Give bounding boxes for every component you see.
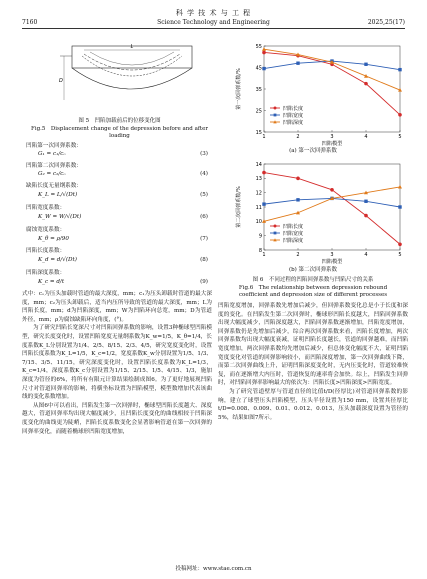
eq8-label: 凹陷长度系数： <box>26 248 66 254</box>
fig6b-point-1-4 <box>398 205 401 208</box>
fig6b-ytick-label-1: 9 <box>258 233 262 240</box>
left-paragraph-3: 从图6中可以看出，凹陷发生第一次回弹时，椭球型凹陷长度越大、深度越大，管道回弹率均出现大幅度减少，且凹陷长度变化的曲线相较于凹陷深度变化的曲线更为陡峭，凹陷长度系数变化会显著影响管道在第一次回弹的回弹率变化，而随着椭球形凹陷宽度增加， <box>22 402 212 435</box>
fig6a-ylabel: 第一次回弹系数/% <box>236 68 242 110</box>
eq6 <box>26 214 208 223</box>
fig5-caption-en: Fig.5 Displacement change of the depression before and after loading <box>31 126 208 139</box>
fig6-caption-en-2: coefficient and depression size of different processes <box>238 292 388 298</box>
fig6a-series-line-2 <box>264 49 400 90</box>
eq5-label: 缺陷长度无量纲系数： <box>26 183 82 189</box>
fig6b-xtick-label-1: 2 <box>296 252 300 258</box>
fig6a-xtick-label-0: 1 <box>262 134 266 140</box>
eq4 <box>26 171 208 180</box>
eq4-number: (4) <box>200 171 208 177</box>
fig6a-chart <box>218 40 408 152</box>
fig5-depression-loaded <box>90 52 174 65</box>
eq5-formula: K_L = L/√(Dt) <box>38 192 78 198</box>
eq9-label: 凹陷深度系数： <box>26 270 66 276</box>
fig6b-legend-marker-1 <box>274 232 277 235</box>
fig6a-ytick-label-1: 25 <box>255 108 262 115</box>
eq8-formula: K_d = d/√(Dt) <box>38 257 77 263</box>
fig6b-legend-label-2: 凹陷深度 <box>283 237 304 244</box>
fig6b-ytick-label-5: 13 <box>255 176 262 183</box>
fig6b-legend-marker-0 <box>274 225 277 228</box>
fig6b-point-1-1 <box>296 198 299 201</box>
eq9 <box>26 279 208 288</box>
fig6b-ytick-label-3: 11 <box>255 204 262 211</box>
eq8 <box>26 257 208 266</box>
fig6b-ytick-label-2: 10 <box>255 219 262 226</box>
fig5-depression-before <box>82 56 182 76</box>
eq7-number: (7) <box>200 236 208 242</box>
eq3-formula: G₁ = c₁/cₒ <box>38 151 66 157</box>
fig6a-legend-marker-1 <box>274 114 277 117</box>
eq6-label: 凹陷宽度系数： <box>26 205 66 211</box>
fig5-caption-cn: 图 5 凹陷加载前后的位移变化图 <box>78 118 161 124</box>
fig6a-legend-label-0: 凹陷长度 <box>283 105 304 112</box>
fig6a-xtick-label-2: 3 <box>330 134 334 140</box>
fig6b-point-0-3 <box>364 214 368 218</box>
fig6b-xlabel: 凹陷模型 <box>321 259 343 265</box>
fig6b-point-0-2 <box>330 188 334 192</box>
right-column-text <box>218 302 408 422</box>
eq3-label: 凹陷第一次回弹系数： <box>26 143 82 149</box>
fig6b-legend-label-0: 凹陷长度 <box>283 223 304 230</box>
eq7 <box>26 236 208 245</box>
fig6b-point-1-3 <box>364 200 367 203</box>
eq4-formula: G₂ = c₂/cₒ <box>38 171 66 177</box>
fig6a-point-1-1 <box>296 62 299 65</box>
eq6-number: (6) <box>200 214 208 220</box>
eq5-number: (5) <box>200 192 208 198</box>
fig6a-ytick-label-3: 45 <box>255 65 262 72</box>
fig6b-xtick-label-3: 4 <box>364 252 368 258</box>
eq6-formula: K_W = W/√(Dt) <box>38 214 82 220</box>
fig6b-ytick-label-4: 12 <box>255 190 262 197</box>
page-number: 7160 <box>22 19 38 26</box>
fig6b-xtick-label-2: 3 <box>330 252 334 258</box>
fig5-length-label: L <box>130 44 134 50</box>
eq8-number: (8) <box>200 257 208 263</box>
fig6-caption-en-1: Fig.6 The relationship between depression rebound <box>238 285 388 291</box>
eq3 <box>26 151 208 160</box>
fig6b-series-line-2 <box>264 187 400 221</box>
fig6b-point-2-4 <box>398 185 402 189</box>
fig6b-subcaption: (b) 第二次回弹系数 <box>288 267 338 273</box>
fig6b-point-0-1 <box>296 177 300 181</box>
eq9-formula: K_c = d/t <box>38 279 65 285</box>
fig6a-ytick-label-0: 15 <box>255 129 262 136</box>
fig6b-chart <box>218 158 408 270</box>
left-paragraph-1: 式中：cₒ为压头加载时管道的最大深度，mm；c₁为压头卸载时管道的最大深度，mm；c₂为压头卸载后，适当内压所导致的管道的最大深度，mm；L为凹陷长度，mm；d为凹陷深度，mm；W为凹陷环向总宽，mm；D为管道外径，mm；ρ为腐蚀缺陷环向角度，(°)。 <box>22 291 212 323</box>
fig6a-legend-label-2: 凹陷深度 <box>283 119 304 126</box>
fig6b-point-1-0 <box>262 202 265 205</box>
fig6a-point-1-3 <box>364 63 367 66</box>
eq7-formula: K_θ = ρ/90 <box>38 236 69 242</box>
fig6a-ytick-label-4: 55 <box>255 43 262 50</box>
fig6a-point-1-4 <box>398 68 401 71</box>
fig6b-ytick-label-6: 14 <box>255 161 262 168</box>
fig6a-xtick-label-1: 2 <box>296 134 300 140</box>
fig6a-point-0-4 <box>398 113 402 117</box>
journal-title-cn: 科 学 技 术 与 工 程 <box>175 9 252 17</box>
left-paragraph-2: 为了研究凹陷长宽深尺寸对凹陷回弹系数的影响，设置3种椭球型凹陷模型，研究长度变化时，设置凹陷宽度无量纲系数为K_w=1/5，K_θ=1/4，长度系数K_L分别设置为1/4、2/5、8/15、2/3、4/5，研究宽度变化时，设置凹陷长度系数为K_L=1/5，K_c=1/2，宽度系数K_w分别设置为1/5、1/3、7/15、3/5、11/15，研究深度变化时，设置凹陷长度系数为K_L=1/3，K_c=1/4，深度系数K_c分别设置为1/15、2/15、1/5、4/15、1/3，施加深度为管径的6%，将所有有限元计算结果绘制成图6。为了更好地展现凹陷尺寸对管道回弹率的影响，将横坐标设置为凹陷模型，模型数增加代表该曲线的变化系数增加。 <box>22 325 212 401</box>
fig6b-point-0-0 <box>262 171 266 175</box>
fig6a-ytick-label-2: 35 <box>255 86 262 93</box>
fig6b-xtick-label-0: 1 <box>262 252 266 258</box>
fig6b-ylabel: 第二次回弹系数/% <box>236 186 242 228</box>
eq9-number: (9) <box>200 279 208 285</box>
eq3-number: (3) <box>200 151 208 157</box>
left-column-text <box>22 290 212 436</box>
fig5-pipe-bottom <box>72 68 192 89</box>
right-paragraph-1: 凹陷宽度增加，回弹系数先增加后减少，但回弹系数变化总是小于长度和深度的变化。在凹陷发生第二次回弹时，椭球形凹陷长度越大，凹陷回弹系数出现大幅度减少，凹陷深度越大，凹陷回弹系数逐渐增加，凹陷宽度增加，回弹系数仍是先增加后减少，综合两次回弹系数来看，凹陷长度增加，两次回弹系数均出现大幅度衰减，证明凹陷长度越长，管道的回弹越难，而凹陷宽度增加，两次回弹系数均先增加后减少，但总体变化幅度不大，证明凹陷宽度变化对管道的回弹影响较小，而凹陷深度增加，第一次回弹曲线下降，而第二次回弹曲线上升，证明凹陷深度变化时，无内压变化时，管道较难恢复，而在逐渐增大内压时，管道恢复的速率将会加快。综上，凹陷发生回弹时，对凹陷回弹率影响最大的依次为：凹陷长度>凹陷深度>凹陷宽度。 <box>218 303 408 387</box>
fig6a-xlabel: 凹陷模型 <box>321 141 343 147</box>
fig6a-point-2-0 <box>262 47 266 51</box>
footer-url: 投稿网址：www.stae.com.cn <box>175 566 252 572</box>
fig6a-point-0-3 <box>364 82 368 86</box>
right-paragraph-2: 为了研究管道壁厚与管道直径的比值t/D(径厚比)对管道回弹系数的影响，建立了球型压头凹陷模型，压头半径设置为150 mm，设置其径厚比t/D=0.008、0.009、0.01、0.012、0.013，压头加载深度设置为管径的5%，结果如图7所示。 <box>218 388 408 421</box>
fig6b-legend-label-1: 凹陷宽度 <box>283 230 304 237</box>
issue-info: 2025,25(17) <box>367 19 405 26</box>
fig6a-xtick-label-4: 5 <box>398 134 402 140</box>
header-rule <box>22 28 405 29</box>
journal-title-en: Science Technology and Engineering <box>157 19 270 26</box>
fig6b-point-0-4 <box>398 242 402 246</box>
fig6a-legend-marker-0 <box>274 107 277 110</box>
fig6b-xtick-label-4: 5 <box>398 252 402 258</box>
fig5-depression-after <box>84 54 180 70</box>
eq5 <box>26 192 208 201</box>
fig5-diagram <box>50 40 200 112</box>
fig6a-subcaption: (a) 第一次回弹系数 <box>289 148 337 154</box>
eq7-label: 腐蚀宽度系数： <box>26 227 66 233</box>
fig6a-legend-label-1: 凹陷宽度 <box>283 112 304 119</box>
fig6a-point-0-0 <box>262 51 266 55</box>
fig6-caption-cn: 图 6 不同过程的凹陷回弹系数与凹陷尺寸的关系 <box>252 277 374 283</box>
fig6a-xtick-label-3: 4 <box>364 134 368 140</box>
eq4-label: 凹陷第二次回弹系数： <box>26 163 82 169</box>
fig6a-point-1-0 <box>262 67 265 70</box>
fig5-diameter-label: D <box>59 78 63 84</box>
fig6b-ytick-label-0: 8 <box>258 247 262 254</box>
